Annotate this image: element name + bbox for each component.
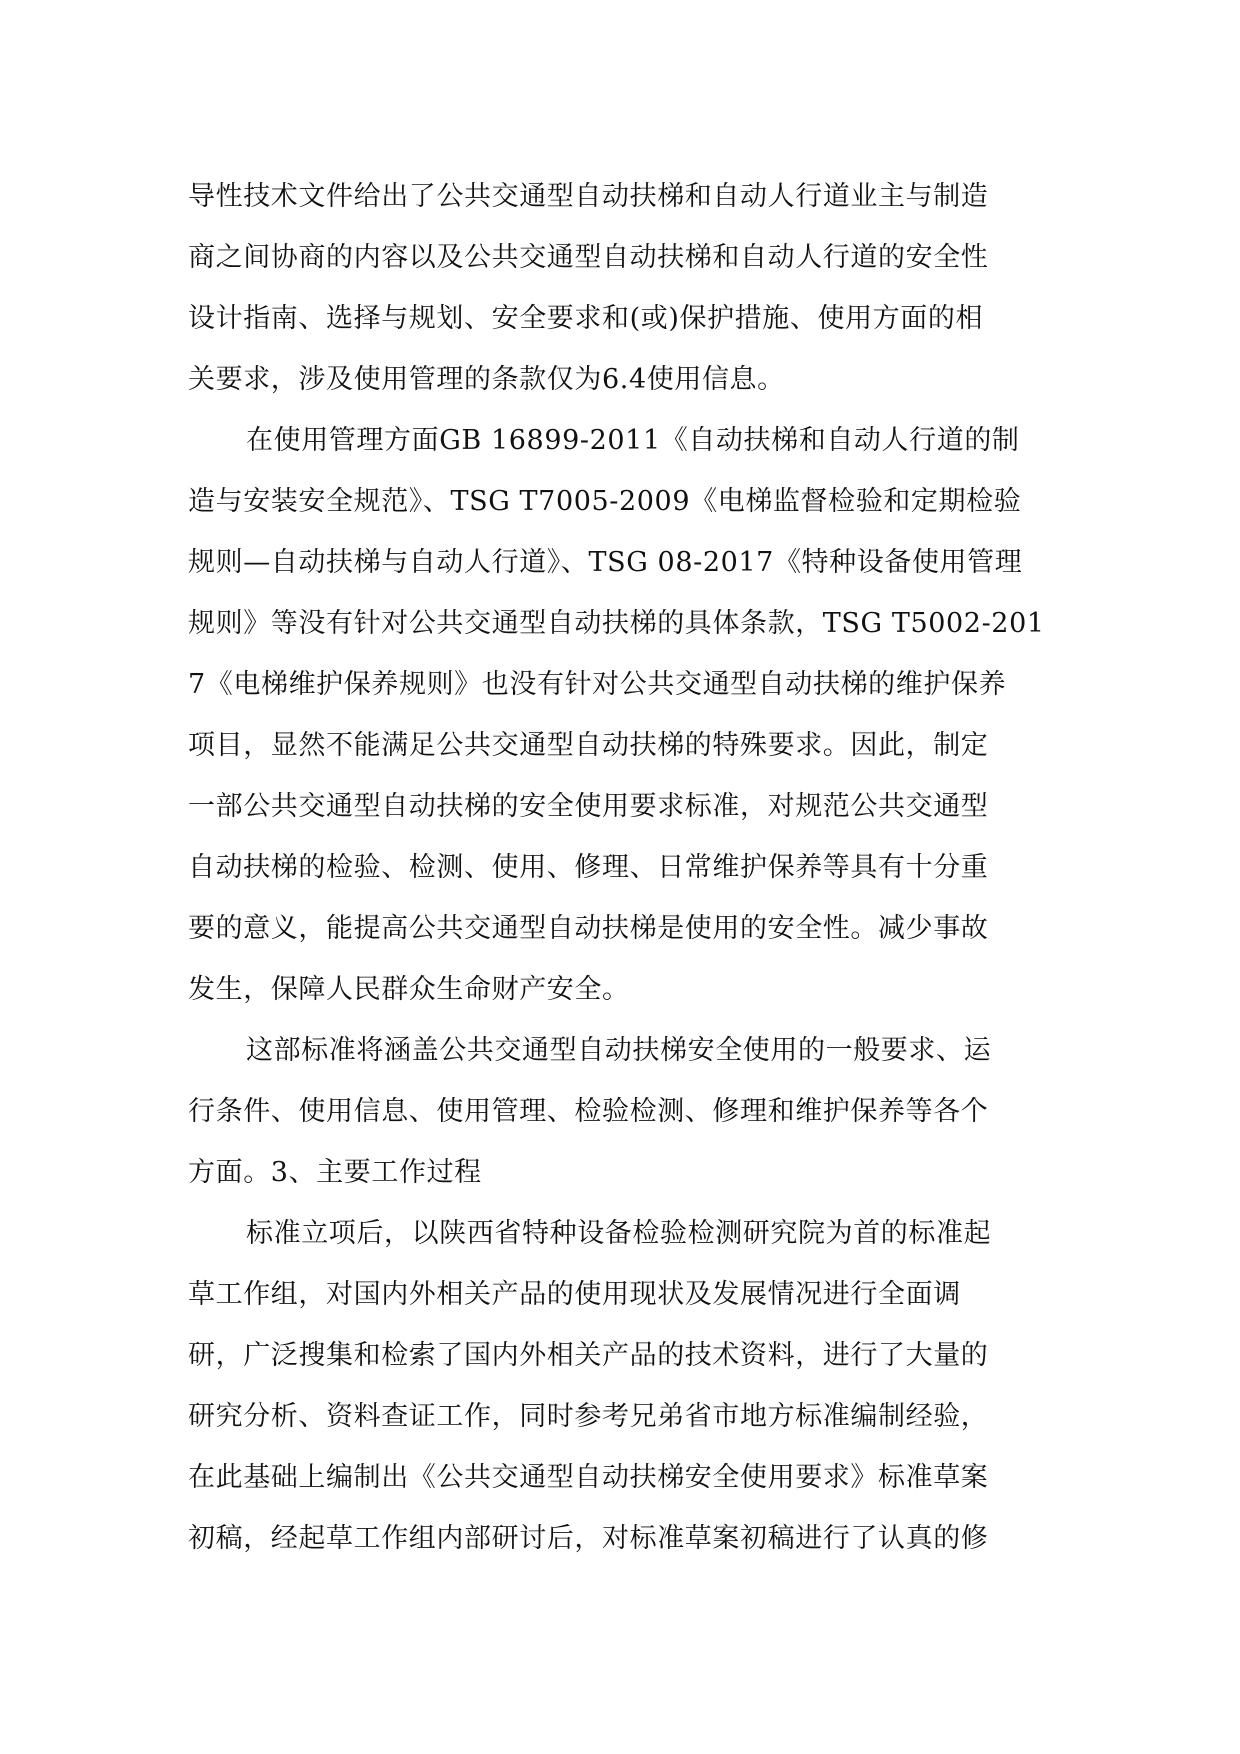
- text-line: 方面。3、主要工作过程: [188, 1157, 482, 1188]
- text-line: 草工作组，对国内外相关产品的使用现状及发展情况进行全面调: [188, 1279, 961, 1310]
- paragraph-start-line: 标准立项后，以陕西省特种设备检验检测研究院为首的标准起: [246, 1218, 992, 1249]
- paragraph-start-line: 这部标准将涵盖公共交通型自动扶梯安全使用的一般要求、运: [246, 1035, 992, 1066]
- text-line: 规则—自动扶梯与自动人行道》、TSG 08-2017《特种设备使用管理: [188, 547, 1023, 578]
- text-line: 要的意义，能提高公共交通型自动扶梯是使用的安全性。减少事故: [188, 913, 989, 944]
- paragraph-start-line: 在使用管理方面GB 16899-2011《自动扶梯和自动人行道的制: [246, 425, 1020, 456]
- text-line: 自动扶梯的检验、检测、使用、修理、日常维护保养等具有十分重: [188, 852, 989, 883]
- text-line: 关要求，涉及使用管理的条款仅为6.4使用信息。: [188, 364, 785, 395]
- text-line: 7《电梯维护保养规则》也没有针对公共交通型自动扶梯的维护保养: [188, 669, 1007, 700]
- text-line: 研究分析、资料查证工作，同时参考兄弟省市地方标准编制经验，: [188, 1401, 989, 1432]
- text-line: 研，广泛搜集和检索了国内外相关产品的技术资料，进行了大量的: [188, 1340, 989, 1371]
- text-line: 导性技术文件给出了公共交通型自动扶梯和自动人行道业主与制造: [188, 181, 989, 212]
- text-line: 行条件、使用信息、使用管理、检验检测、修理和维护保养等各个: [188, 1096, 989, 1127]
- text-line: 项目，显然不能满足公共交通型自动扶梯的特殊要求。因此，制定: [188, 730, 989, 761]
- text-line: 一部公共交通型自动扶梯的安全使用要求标准，对规范公共交通型: [188, 791, 989, 822]
- text-line: 商之间协商的内容以及公共交通型自动扶梯和自动人行道的安全性: [188, 242, 989, 273]
- text-line: 初稿，经起草工作组内部研讨后，对标准草案初稿进行了认真的修: [188, 1523, 989, 1554]
- text-line: 造与安装安全规范》、TSG T7005-2009《电梯监督检验和定期检验: [188, 486, 1022, 517]
- text-line: 规则》等没有针对公共交通型自动扶梯的具体条款，TSG T5002-201: [188, 608, 1045, 639]
- body-text: [188, 166, 1056, 1569]
- text-line: 在此基础上编制出《公共交通型自动扶梯安全使用要求》标准草案: [188, 1462, 989, 1493]
- text-line: 设计指南、选择与规划、安全要求和(或)保护措施、使用方面的相: [188, 303, 984, 334]
- text-line: 发生，保障人民群众生命财产安全。: [188, 974, 630, 1005]
